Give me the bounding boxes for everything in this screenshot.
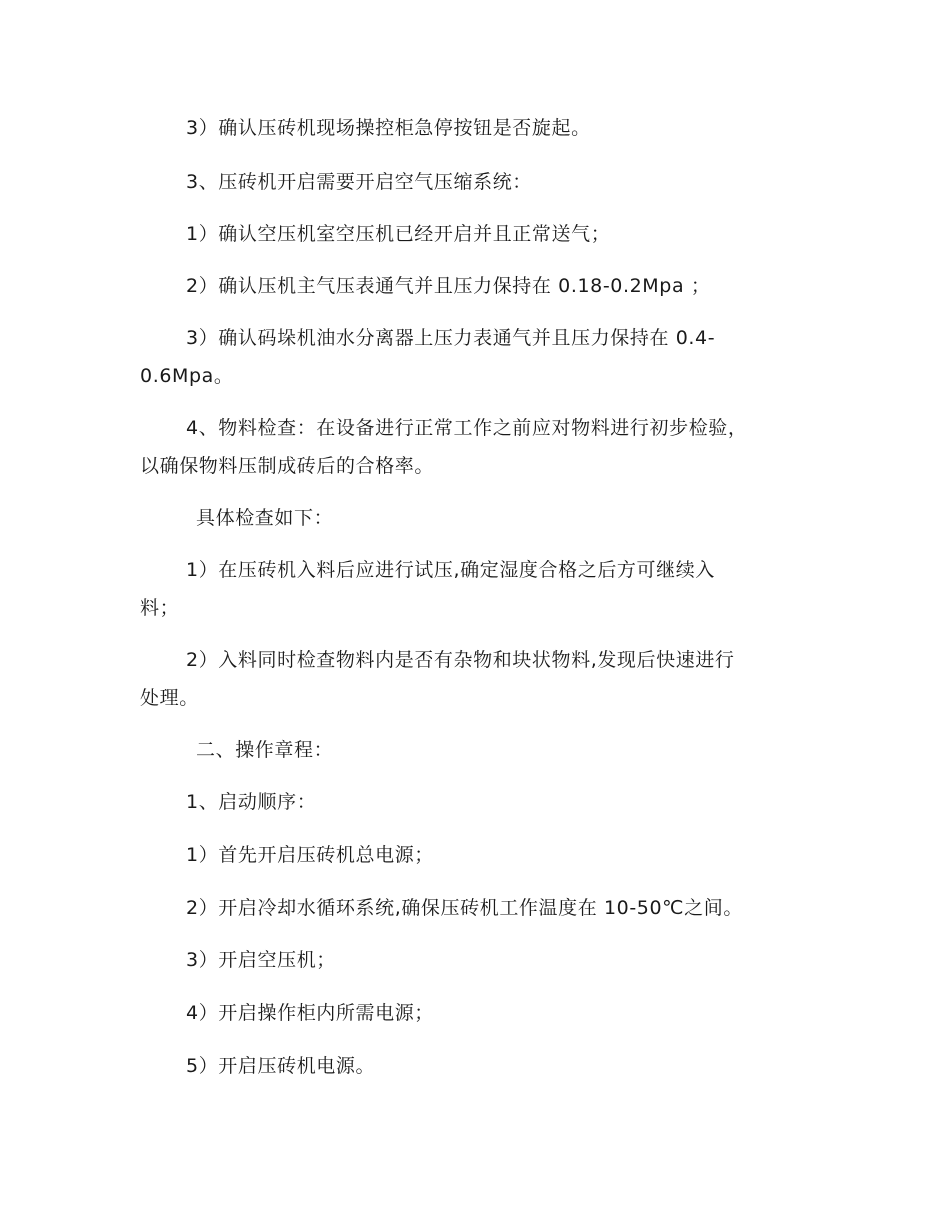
text-line: 处理。 [140, 687, 199, 709]
text-line: 以确保物料压制成砖后的合格率。 [140, 455, 435, 477]
text-line: 2）开启冷却水循环系统,确保压砖机工作温度在 10-50℃之间。 [186, 897, 743, 919]
text-line: 0.6Mpa。 [140, 365, 234, 387]
text-line: 1）首先开启压砖机总电源； [186, 844, 434, 866]
text-line: 2）确认压机主气压表通气并且压力保持在 0.18-0.2Mpa ； [186, 275, 711, 297]
text-line: 3）开启空压机； [186, 949, 336, 971]
section-heading: 二、操作章程： [196, 739, 334, 761]
text-line: 2）入料同时检查物料内是否有杂物和块状物料,发现后快速进行 [186, 649, 735, 671]
text-line: 3）确认码垛机油水分离器上压力表通气并且压力保持在 0.4- [186, 327, 716, 349]
text-line: 1）确认空压机室空压机已经开启并且正常送气； [186, 223, 611, 245]
text-line: 具体检查如下： [196, 507, 334, 529]
section-heading: 3、压砖机开启需要开启空气压缩系统： [186, 171, 532, 193]
text-line: 5）开启压砖机电源。 [186, 1055, 376, 1077]
text-line: 1）在压砖机入料后应进行试压,确定湿度合格之后方可继续入 [186, 559, 715, 581]
section-heading: 1、启动顺序： [186, 791, 317, 813]
section-heading: 4、物料检查：在设备进行正常工作之前应对物料进行初步检验， [186, 417, 748, 439]
text-line: 3）确认压砖机现场操控柜急停按钮是否旋起。 [186, 117, 591, 139]
text-line: 4）开启操作柜内所需电源； [186, 1002, 434, 1024]
text-line: 料； [140, 597, 180, 619]
